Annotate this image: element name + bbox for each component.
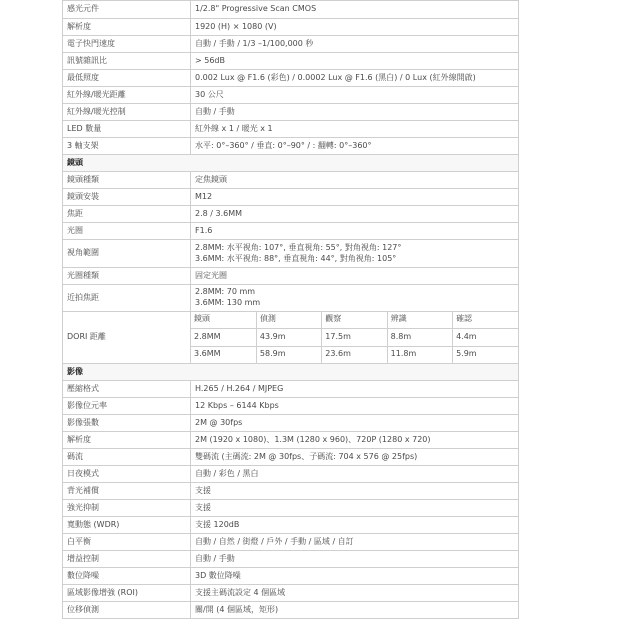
spec-row <box>63 534 519 551</box>
spec-value: 30 公尺 <box>191 87 519 104</box>
spec-key: 位移偵測 <box>63 602 191 619</box>
spec-row <box>63 206 519 223</box>
spec-key: 寬動態 (WDR) <box>63 517 191 534</box>
spec-key: 焦距 <box>63 206 191 223</box>
spec-value: 自動 / 手動 <box>191 104 519 121</box>
spec-value: H.265 / H.264 / MJPEG <box>191 381 519 398</box>
spec-key: 光圈種類 <box>63 268 191 285</box>
spec-key: 感光元件 <box>63 1 191 19</box>
spec-key: 紅外線/暖光距離 <box>63 87 191 104</box>
spec-value: > 56dB <box>191 53 519 70</box>
spec-value <box>191 240 519 268</box>
spec-key: 光圈 <box>63 223 191 240</box>
spec-key: 鏡頭種類 <box>63 172 191 189</box>
spec-sheet <box>62 0 519 620</box>
focus-line: 3.6MM: 130 mm <box>195 298 261 307</box>
spec-value: 支援 120dB <box>191 517 519 534</box>
spec-key: LED 數量 <box>63 121 191 138</box>
focus-line: 2.8MM: 70 mm <box>195 287 256 297</box>
spec-value: 2M @ 30fps <box>191 415 519 432</box>
spec-value: 12 Kbps – 6144 Kbps <box>191 398 519 415</box>
spec-row-dori <box>63 312 519 364</box>
spec-value <box>191 285 519 312</box>
spec-row <box>63 483 519 500</box>
spec-row <box>63 87 519 104</box>
spec-key: 日夜模式 <box>63 466 191 483</box>
dori-cell: 58.9m <box>256 346 321 363</box>
dori-cell: 8.8m <box>387 328 452 346</box>
dori-header: 鏡頭 <box>191 312 256 328</box>
group-video <box>63 364 519 619</box>
spec-value: 支援主碼流設定 4 個區域 <box>191 585 519 602</box>
spec-key: 訊號雜訊比 <box>63 53 191 70</box>
spec-value: 支援 <box>191 500 519 517</box>
spec-row <box>63 381 519 398</box>
spec-key: 電子快門速度 <box>63 36 191 53</box>
dori-header-row <box>191 312 518 328</box>
spec-row-focus <box>63 285 519 312</box>
spec-row <box>63 189 519 206</box>
spec-key: 鏡頭安裝 <box>63 189 191 206</box>
spec-value: F1.6 <box>191 223 519 240</box>
dori-header: 觀察 <box>322 312 387 328</box>
dori-cell: 17.5m <box>322 328 387 346</box>
section-header-lens <box>63 155 519 172</box>
spec-value: 固定光圈 <box>191 268 519 285</box>
dori-cell: 11.8m <box>387 346 452 363</box>
spec-value: 2M (1920 x 1080)、1.3M (1280 x 960)、720P (1280 x 720) <box>191 432 519 449</box>
spec-key: 白平衡 <box>63 534 191 551</box>
spec-table <box>62 0 519 619</box>
spec-value: 2.8 / 3.6MM <box>191 206 519 223</box>
spec-row <box>63 36 519 53</box>
spec-value: M12 <box>191 189 519 206</box>
spec-row <box>63 138 519 155</box>
spec-key: 最低照度 <box>63 70 191 87</box>
spec-key: 碼流 <box>63 449 191 466</box>
spec-key: 背光補償 <box>63 483 191 500</box>
spec-row <box>63 466 519 483</box>
dori-row <box>191 328 518 346</box>
spec-value: 自動 / 彩色 / 黑白 <box>191 466 519 483</box>
group-sensor <box>63 1 519 155</box>
dori-header: 辨識 <box>387 312 452 328</box>
dori-cell: 2.8MM <box>191 328 256 346</box>
spec-key: 解析度 <box>63 19 191 36</box>
spec-value: 自動 / 自然 / 街燈 / 戶外 / 手動 / 區域 / 自訂 <box>191 534 519 551</box>
dori-table <box>191 312 518 363</box>
spec-key: 影像位元率 <box>63 398 191 415</box>
spec-key: 紅外線/暖光控制 <box>63 104 191 121</box>
spec-row <box>63 449 519 466</box>
spec-key: 強光抑制 <box>63 500 191 517</box>
spec-key: 區域影像增強 (ROI) <box>63 585 191 602</box>
spec-row <box>63 70 519 87</box>
spec-row <box>63 568 519 585</box>
section-title: 鏡頭 <box>63 155 519 172</box>
spec-row <box>63 172 519 189</box>
spec-value: 0.002 Lux @ F1.6 (彩色) / 0.0002 Lux @ F1.6 (黑白) / 0 Lux (紅外線開啟) <box>191 70 519 87</box>
spec-key: DORI 距離 <box>63 312 191 364</box>
spec-value: 1920 (H) × 1080 (V) <box>191 19 519 36</box>
spec-row <box>63 500 519 517</box>
spec-value: 3D 數位降噪 <box>191 568 519 585</box>
spec-row <box>63 415 519 432</box>
fov-line: 2.8MM: 水平視角: 107°, 垂直視角: 55°, 對角視角: 127° <box>195 242 402 252</box>
spec-value: 紅外線 x 1 / 暖光 x 1 <box>191 121 519 138</box>
spec-row <box>63 602 519 619</box>
spec-value: 水平: 0°–360° / 垂直: 0°–90° / : 翻轉: 0°–360° <box>191 138 519 155</box>
spec-key: 近拍焦距 <box>63 285 191 312</box>
spec-key: 解析度 <box>63 432 191 449</box>
section-title: 影像 <box>63 364 519 381</box>
dori-table-cell <box>191 312 519 364</box>
dori-cell: 4.4m <box>453 328 518 346</box>
spec-row <box>63 53 519 70</box>
spec-key: 3 軸支架 <box>63 138 191 155</box>
spec-row <box>63 551 519 568</box>
group-lens <box>63 155 519 364</box>
section-header-video <box>63 364 519 381</box>
spec-key: 壓縮格式 <box>63 381 191 398</box>
spec-value: 1/2.8" Progressive Scan CMOS <box>191 1 519 19</box>
spec-value: 定焦鏡頭 <box>191 172 519 189</box>
spec-value: 支援 <box>191 483 519 500</box>
dori-header: 偵測 <box>256 312 321 328</box>
spec-row <box>63 268 519 285</box>
spec-row <box>63 1 519 19</box>
spec-value: 自動 / 手動 <box>191 551 519 568</box>
spec-value: 雙碼流 (主碼流: 2M @ 30fps、子碼流: 704 x 576 @ 25fps) <box>191 449 519 466</box>
spec-key: 數位降噪 <box>63 568 191 585</box>
spec-row <box>63 585 519 602</box>
dori-cell: 23.6m <box>322 346 387 363</box>
spec-row <box>63 19 519 36</box>
spec-row <box>63 398 519 415</box>
dori-cell: 3.6MM <box>194 349 221 359</box>
dori-cell: 5.9m <box>453 346 518 363</box>
spec-row <box>63 517 519 534</box>
spec-value: 自動 / 手動 / 1/3 –1/100,000 秒 <box>191 36 519 53</box>
fov-line: 3.6MM: 水平視角: 88°, 垂直視角: 44°, 對角視角: 105° <box>195 253 397 263</box>
spec-row <box>63 223 519 240</box>
spec-row <box>63 121 519 138</box>
spec-value: 關/開 (4 個區域，矩形) <box>191 602 519 619</box>
spec-key: 影像張數 <box>63 415 191 432</box>
spec-key: 增益控制 <box>63 551 191 568</box>
spec-key: 視角範圍 <box>63 240 191 268</box>
spec-row <box>63 104 519 121</box>
dori-header: 確認 <box>453 312 518 328</box>
spec-row <box>63 432 519 449</box>
dori-row <box>191 346 518 363</box>
spec-row-fov <box>63 240 519 268</box>
dori-cell: 43.9m <box>256 328 321 346</box>
